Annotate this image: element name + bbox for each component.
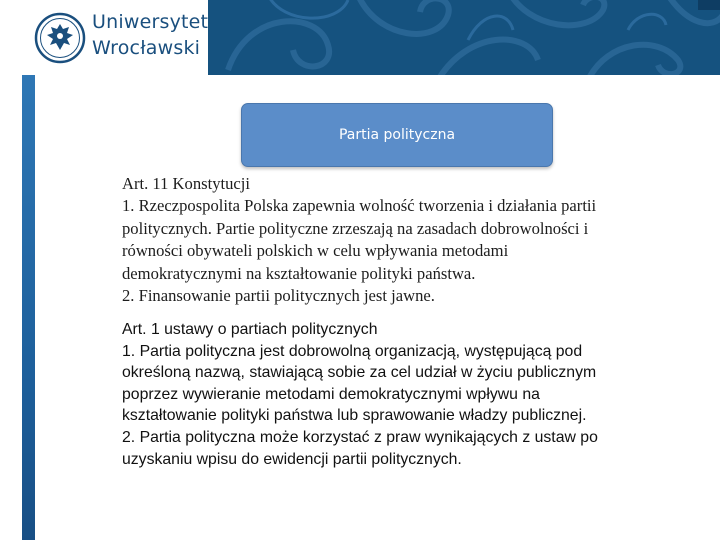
constitution-line: równości obywateli polskich w celu wpływania metodami	[122, 241, 509, 261]
swirl-pattern-icon	[208, 0, 720, 75]
statute-line: 2. Partia polityczna może korzystać z praw wynikających z ustaw po	[122, 428, 598, 446]
constitution-line: demokratycznymi na kształtowanie polityki państwa.	[122, 263, 476, 283]
slide-title: Partia polityczna	[338, 127, 456, 143]
title-box	[241, 103, 553, 167]
statute-line: 1. Partia polityczna jest dobrowolną organizacją, występującą pod	[122, 342, 583, 360]
statute-line: poprzez wywieranie metodami demokratycznymi wpływu na	[122, 385, 540, 403]
constitution-article	[122, 173, 692, 307]
university-logo	[0, 0, 208, 75]
left-accent-stripe	[22, 75, 35, 540]
constitution-line: Art. 11 Konstytucji	[122, 174, 250, 193]
statute-line: Art. 1 ustawy o partiach politycznych	[122, 321, 378, 338]
statute-line: określoną nazwą, stawiającą sobie za cel udział w życiu publicznym	[122, 364, 597, 382]
corner-accent	[698, 0, 720, 10]
statute-article	[122, 319, 697, 470]
constitution-line: 2. Finansowanie partii politycznych jest jawne.	[122, 286, 435, 306]
university-eagle-crest-icon	[34, 12, 86, 64]
constitution-line: politycznych. Partie polityczne zrzeszają na zasadach dobrowolności i	[122, 218, 589, 238]
university-name-line-2: Wrocławski	[92, 37, 201, 59]
constitution-line: 1. Rzeczpospolita Polska zapewnia wolność tworzenia i działania partii	[122, 196, 597, 216]
header-band	[208, 0, 720, 75]
statute-line: kształtowanie polityki państwa lub sprawowanie władzy publicznej.	[122, 407, 587, 425]
university-name-line-1: Uniwersytet	[92, 11, 209, 33]
statute-line: uzyskaniu wpisu do ewidencji partii politycznych.	[122, 450, 462, 468]
